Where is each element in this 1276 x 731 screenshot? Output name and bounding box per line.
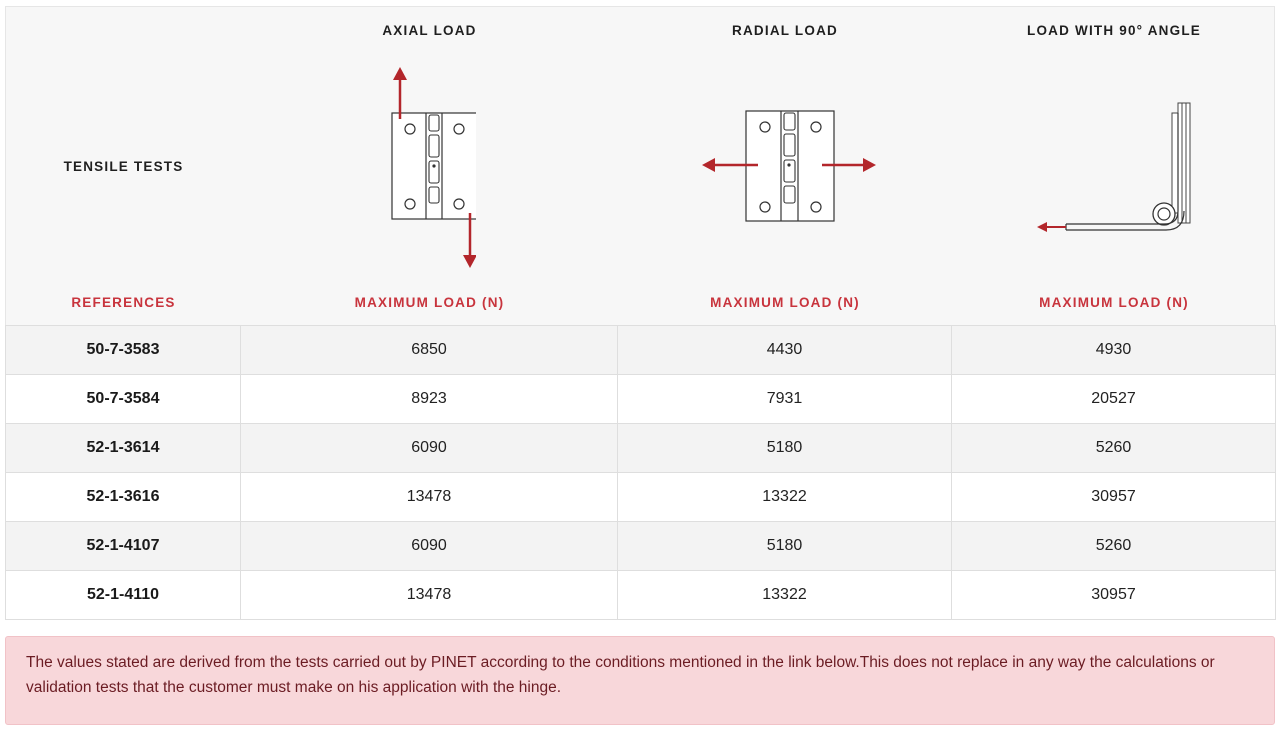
reference-cell: 50-7-3583 [6,326,241,375]
disclaimer-alert [5,636,1275,725]
radial-load-title: RADIAL LOAD [732,23,838,38]
axial-load-title: AXIAL LOAD [382,23,477,38]
radial-value-cell: 7931 [618,375,952,424]
radial-value-cell: 13322 [618,571,952,620]
axial-value-cell: 8923 [241,375,618,424]
axial-value-cell: 6850 [241,326,618,375]
angle-value-cell: 30957 [952,473,1276,522]
angle-value-cell: 4930 [952,326,1276,375]
reference-cell: 52-1-3614 [6,424,241,473]
reference-cell: 50-7-3584 [6,375,241,424]
radial-value-cell: 4430 [618,326,952,375]
tests-header [5,6,1275,325]
tensile-tests-section [5,6,1275,620]
radial-max-load-label: MAXIMUM LOAD (N) [710,295,860,310]
axial-max-load-label: MAXIMUM LOAD (N) [354,295,505,310]
table-row [6,424,1276,473]
angle-load-title: LOAD WITH 90° ANGLE [1027,23,1201,38]
header-col-angle [952,7,1276,326]
tensile-tests-label: TENSILE TESTS [63,159,184,174]
table-row [6,571,1276,620]
angle-value-cell: 5260 [952,522,1276,571]
angle-max-load-label: MAXIMUM LOAD (N) [1039,295,1189,310]
angle-value-cell: 5260 [952,424,1276,473]
axial-value-cell: 6090 [241,424,618,473]
axial-value-cell: 6090 [241,522,618,571]
references-label: REFERENCES [71,295,176,310]
radial-value-cell: 5180 [618,522,952,571]
radial-value-cell: 13322 [618,473,952,522]
axial-value-cell: 13478 [241,473,618,522]
table-row [6,522,1276,571]
table-row [6,473,1276,522]
angle-value-cell: 30957 [952,571,1276,620]
table-row [6,375,1276,424]
reference-cell: 52-1-3616 [6,473,241,522]
radial-load-hinge-icon [698,107,878,227]
disclaimer-text: The values stated are derived from the tests carried out by PINET according to the conditions mentioned in the link below.This does not replace in any way the calculations or validation tests that the customer must make on his application with the hinge. [26,654,1215,696]
radial-value-cell: 5180 [618,424,952,473]
header-col-axial [241,7,618,326]
angle-load-hinge-icon [1032,99,1202,239]
header-col-references [6,7,241,326]
table-row [6,326,1276,375]
axial-load-hinge-icon [376,63,476,273]
reference-cell: 52-1-4110 [6,571,241,620]
reference-cell: 52-1-4107 [6,522,241,571]
angle-value-cell: 20527 [952,375,1276,424]
axial-value-cell: 13478 [241,571,618,620]
load-table [5,325,1276,620]
header-col-radial [618,7,952,326]
